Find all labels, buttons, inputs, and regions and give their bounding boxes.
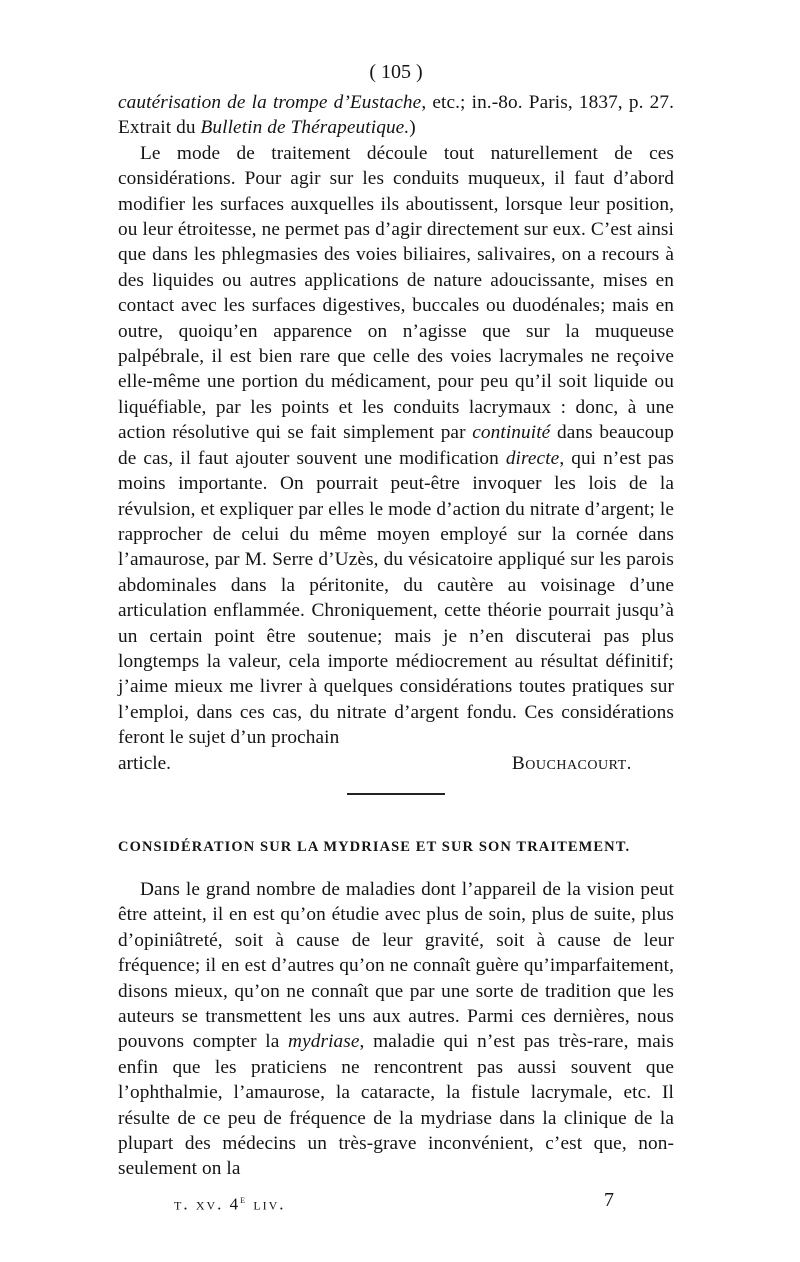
signature-mark-sup: e bbox=[240, 1193, 248, 1206]
italic-text: directe bbox=[505, 447, 560, 469]
paragraph-mydriase bbox=[118, 877, 674, 1182]
page-number: ( 105 ) bbox=[369, 61, 423, 83]
italic-text: continuité bbox=[472, 422, 551, 444]
text-segment: ) bbox=[409, 117, 416, 139]
sheet-number: 7 bbox=[604, 1188, 614, 1211]
signature-mark bbox=[174, 1188, 286, 1217]
author-signature: Bouchacourt. bbox=[511, 752, 632, 774]
section-divider bbox=[347, 793, 445, 795]
signature-mark-prefix: t. xv. 4 bbox=[174, 1194, 241, 1214]
text-segment: dans beaucoup de cas, il faut ajouter souvent une modification bbox=[118, 422, 674, 469]
italic-text: mydriase bbox=[288, 1031, 360, 1053]
paragraph-last-word: article. bbox=[118, 752, 171, 774]
text-segment: Dans le grand nombre de maladies dont l’appareil de la vision peut être atteint, il en est qu’on étudie avec plus de soin, plus de suite, plus d’opiniâtreté, soit à cause de leur gravité, soit à cause de leur fréquence; il en est d’autres qu’on ne connaît guère qu’imparfaitement, disons mieux, qu’on ne connaît que par une sorte de tradition que les auteurs se transmettent les uns aux autres. Parmi ces dernières, nous pouvons compter la bbox=[118, 878, 674, 1053]
italic-text: Bulletin de Thérapeutique. bbox=[200, 117, 410, 139]
italic-text: cautérisation de la trompe d’Eustache bbox=[118, 92, 422, 113]
text-segment: , maladie qui n’est pas très-rare, mais enfin que les praticiens ne rencontrent pas aussi souvent que l’ophthalmie, l’amaurose, la cataracte, la fistule lacrymale, etc. Il résulte de ce peu de fréquence de la mydriase dans la clinique de la plupart des médecins un très-grave inconvénient, c’est que, non-seulement on la bbox=[118, 1031, 674, 1180]
text-segment: , qui n’est pas moins importante. On pourrait peut-être invoquer les lois de la révulsion, et expliquer par elles le mode d’action du nitrate d’argent; le rapprocher de celui du même moyen employé sur la cornée dans l’amaurose, par M. Serre d’Uzès, du vésicatoire appliqué sur les parois abdominales dans la péritonite, du cautère au voisinage d’une articulation enflammée. Chroniquement, cette théorie pourrait jusqu’à un certain point être soutenue; mais je n’en discuterai pas plus longtemps la valeur, cela importe médiocrement au résultat définitif; j’aime mieux me livrer à quelques considérations toutes pratiques sur l’emploi, dans ces cas, du nitrate d’argent fondu. Ces considérations feront le sujet d’un prochain bbox=[118, 447, 674, 749]
paragraph-treatment bbox=[118, 141, 674, 751]
signature-line bbox=[118, 751, 674, 776]
signature-mark-suffix: liv. bbox=[247, 1194, 286, 1214]
section-heading: CONSIDÉRATION SUR LA MYDRIASE ET SUR SON TRAITEMENT. bbox=[118, 838, 631, 855]
text-segment: , etc.; in.-8o. Paris, 1837, p. 27. Extrait du bbox=[118, 92, 675, 139]
text-segment: Le mode de traitement découle tout naturellement de ces considérations. Pour agir sur les conduits muqueux, il faut d’abord modifier les surfaces auxquelles ils aboutissent, lorsque leur position, ou leur étroitesse, ne permet pas d’agir directement sur eux. C’est ainsi que dans les phlegmasies des voies biliaires, salivaires, on a recours à des liquides ou autres applications de nature adoucissante, mises en contact avec les surfaces digestives, buccales ou duodénales; mais en outre, quoiqu’en apparence on n’agisse que sur la muqueuse palpébrale, il est bien rare que celle des voies lacrymales ne reçoive elle-même une portion du médicament, pour peu qu’il soit liquide ou liquéfiable, par les points et les conduits lacrymaux : donc, à une action résolutive qui se fait simplement par bbox=[118, 142, 674, 444]
intro-citation bbox=[118, 90, 674, 141]
document-page bbox=[118, 58, 674, 1217]
page-footer bbox=[118, 1188, 674, 1217]
